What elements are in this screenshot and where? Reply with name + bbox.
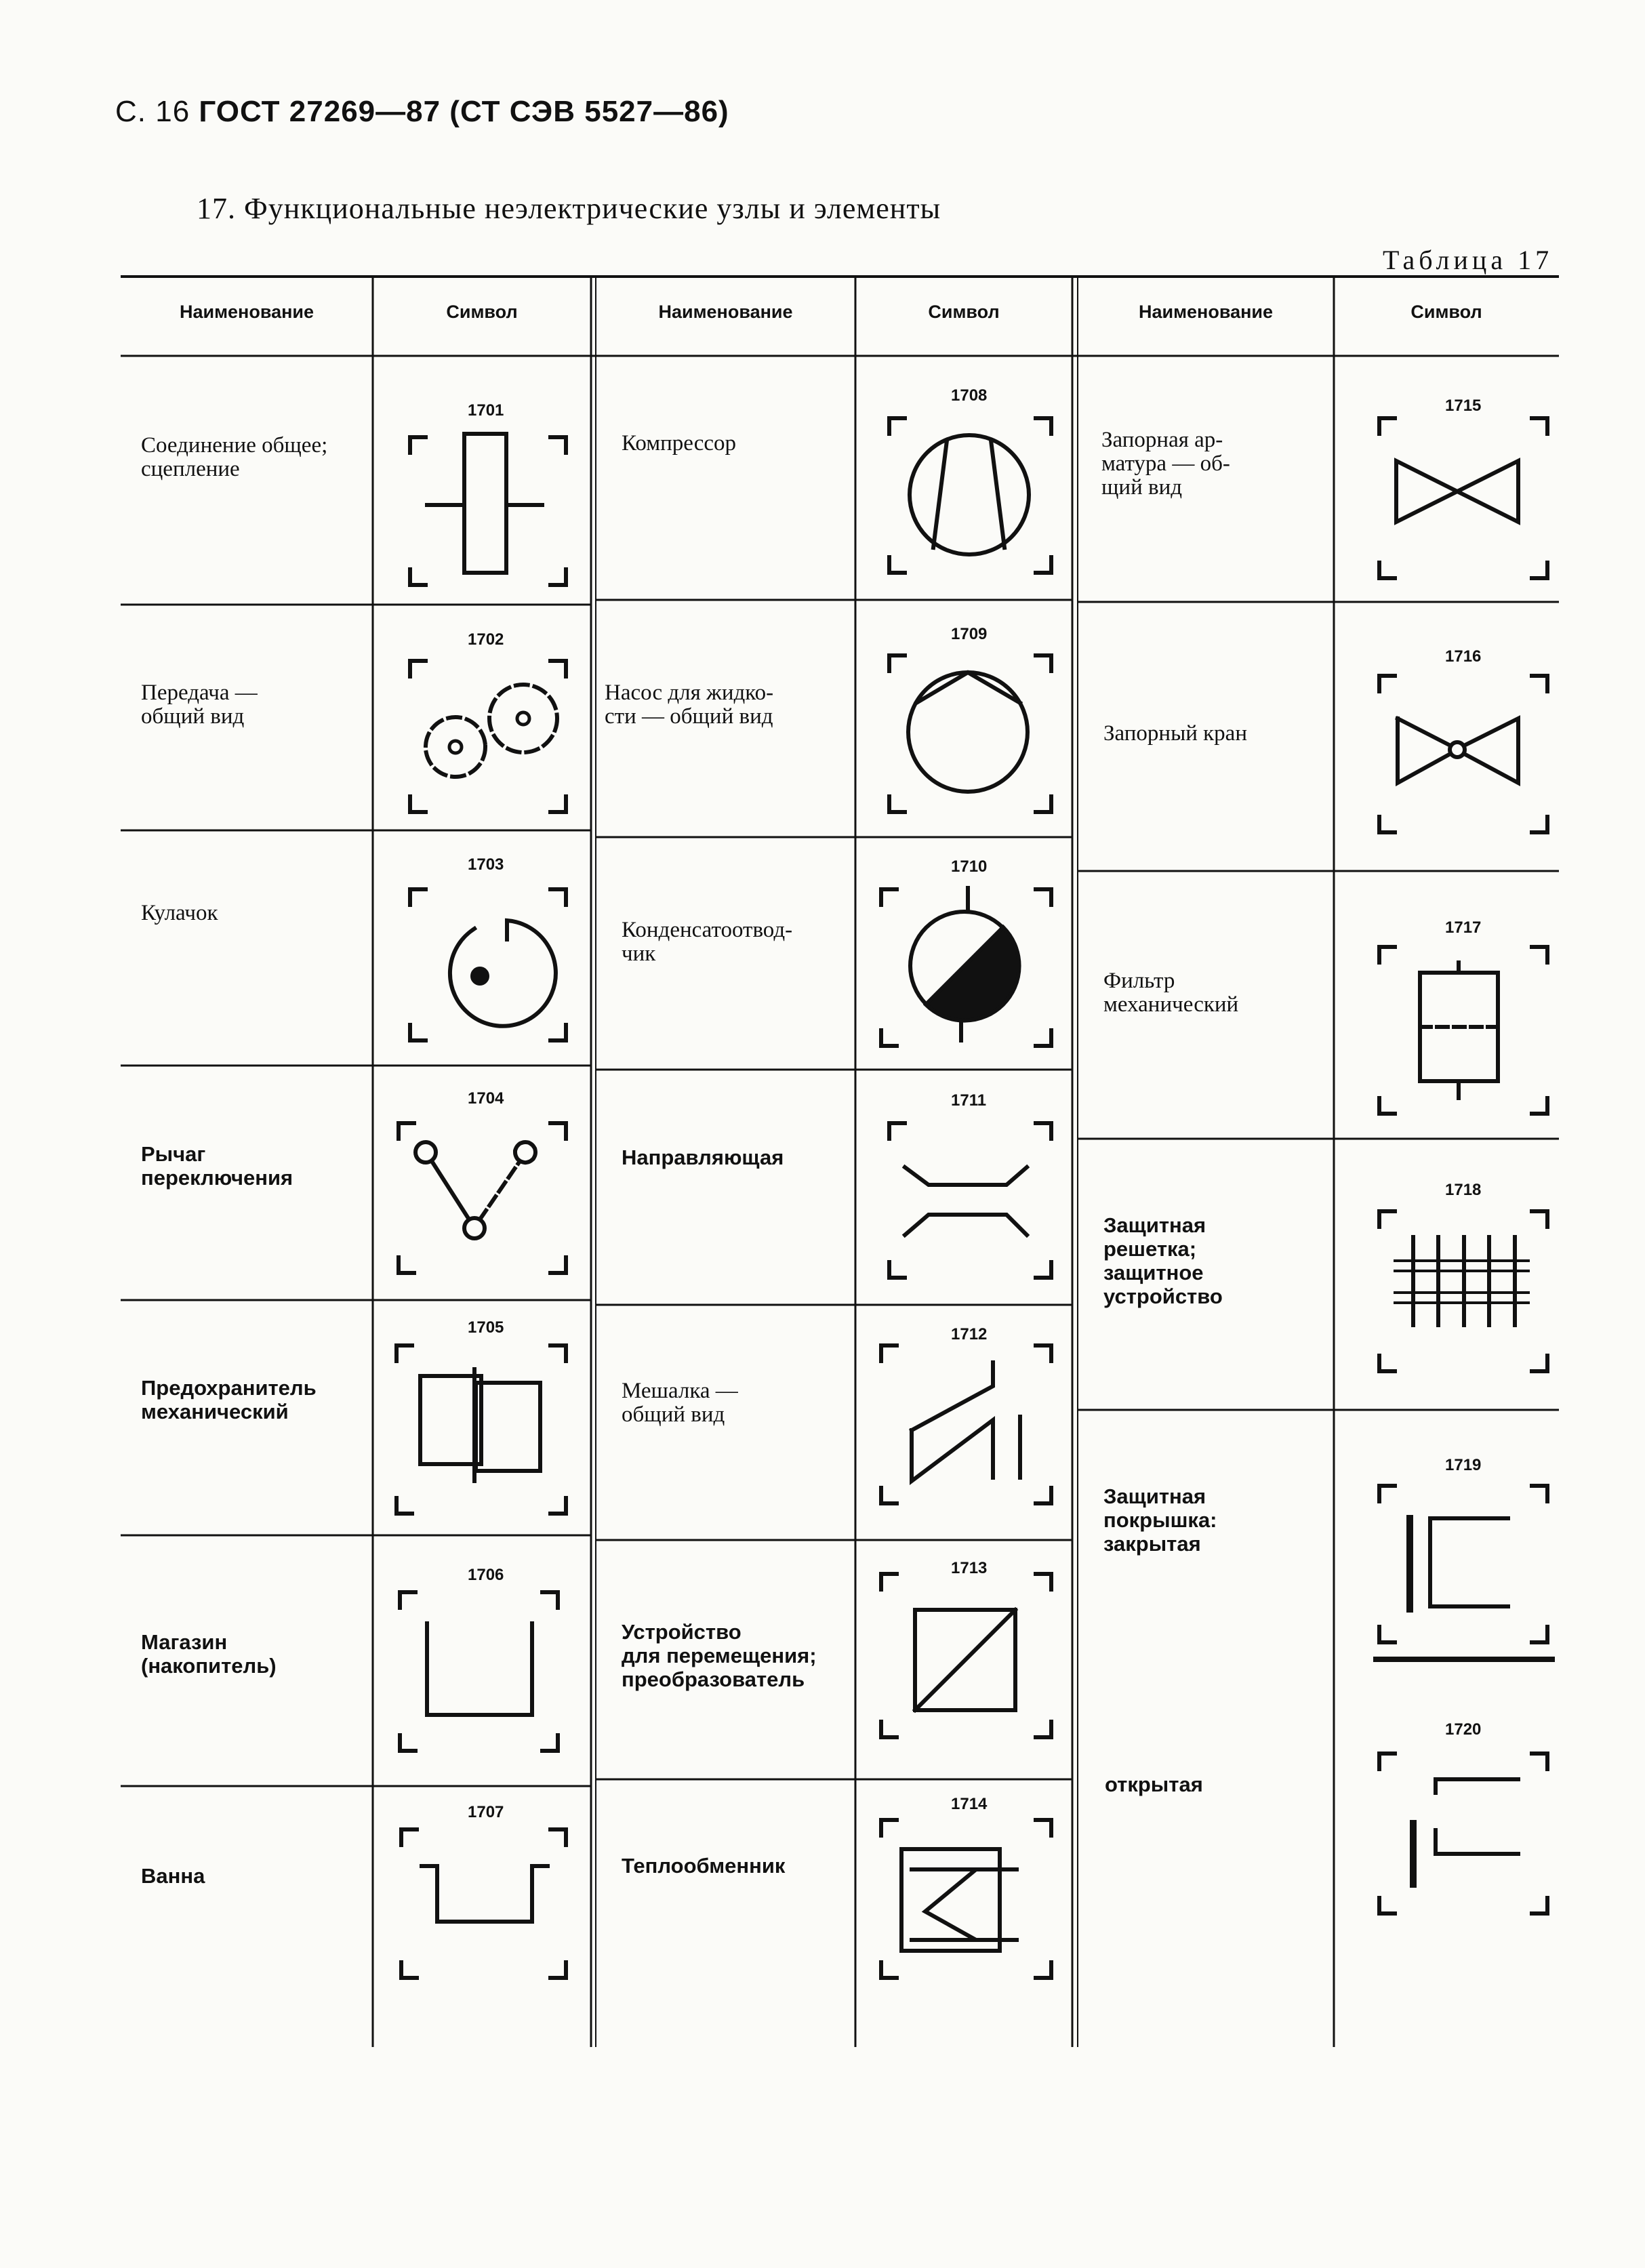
column-header-name-2: Наименование	[658, 302, 793, 322]
symbol-code-1712: 1712	[951, 1325, 988, 1343]
symbol-code-1715: 1715	[1445, 397, 1482, 415]
symbol-code-1708: 1708	[951, 386, 988, 405]
item-name-1713: Устройство для перемещения; преобразователь	[622, 1620, 817, 1691]
item-name-1716: Запорный кран	[1103, 721, 1247, 746]
symbol-code-1711: 1711	[951, 1091, 987, 1110]
item-name-1714: Теплообменник	[622, 1854, 786, 1878]
symbol-code-1706: 1706	[468, 1566, 504, 1584]
heat-exchanger-icon	[881, 1820, 1051, 1978]
symbol-code-1704: 1704	[468, 1089, 504, 1108]
steam-trap-icon	[881, 888, 1051, 1046]
symbol-code-1720: 1720	[1445, 1720, 1482, 1739]
item-name-1708: Компрессор	[622, 431, 737, 455]
coupling-icon	[410, 434, 566, 585]
item-name-1702: Передача — общий вид	[141, 681, 258, 729]
liquid-pump-icon	[889, 655, 1051, 812]
symbol-code-1705: 1705	[468, 1318, 504, 1337]
symbol-code-1707: 1707	[468, 1803, 504, 1821]
symbol-code-1702: 1702	[468, 630, 504, 649]
symbol-code-1710: 1710	[951, 857, 988, 876]
switch-lever-icon	[399, 1123, 566, 1273]
item-name-1717: Фильтр механический	[1103, 969, 1239, 1017]
column-header-name-3: Наименование	[1138, 302, 1274, 322]
item-name-1720: открытая	[1105, 1773, 1203, 1796]
item-name-1709: Насос для жидко- сти — общий вид	[605, 681, 774, 729]
item-name-1710: Конденсатоотвод- чик	[622, 918, 793, 966]
item-name-1707: Ванна	[141, 1864, 205, 1888]
item-name-1705: Предохранитель механический	[141, 1376, 317, 1423]
item-name-1711: Направляющая	[622, 1146, 784, 1169]
item-name-1719: Защитная покрышка: закрытая	[1103, 1484, 1217, 1556]
symbol-code-1703: 1703	[468, 855, 504, 874]
guide-icon	[889, 1123, 1051, 1278]
symbol-code-1717: 1717	[1445, 918, 1482, 937]
mechanical-fuse-icon	[397, 1345, 566, 1514]
table-label: Таблица 17	[1383, 245, 1553, 275]
protective-grid-icon	[1379, 1211, 1547, 1371]
item-name-1715: Запорная ар- матура — об- щий вид	[1101, 428, 1230, 500]
symbol-code-1714: 1714	[951, 1795, 988, 1813]
section-title: 17. Функциональные неэлектрические узлы и элементы	[197, 192, 941, 225]
symbol-code-1716: 1716	[1445, 647, 1482, 666]
symbol-code-1709: 1709	[951, 625, 988, 643]
item-name-1718: Защитная решетка; защитное устройство	[1103, 1213, 1223, 1308]
column-header-symbol-2: Символ	[928, 302, 1000, 322]
cam-icon	[410, 889, 566, 1040]
standard-title: ГОСТ 27269—87 (СТ СЭВ 5527—86)	[199, 95, 729, 128]
symbol-code-1713: 1713	[951, 1559, 988, 1577]
item-name-1706: Магазин (накопитель)	[141, 1630, 277, 1678]
converter-icon	[881, 1574, 1051, 1737]
magazine-icon	[400, 1592, 558, 1751]
compressor-icon	[889, 418, 1051, 573]
mixer-icon	[881, 1345, 1051, 1503]
column-header-name-1: Наименование	[179, 302, 314, 322]
page-number: С. 16	[115, 95, 190, 128]
symbol-code-1718: 1718	[1445, 1181, 1482, 1199]
mechanical-filter-icon	[1379, 947, 1547, 1114]
gear-transmission-icon	[410, 661, 566, 812]
item-name-1704: Рычаг переключения	[141, 1142, 293, 1190]
symbol-code-1701: 1701	[468, 401, 504, 420]
column-header-symbol-1: Символ	[446, 302, 518, 322]
item-name-1703: Кулачок	[141, 901, 218, 925]
shutoff-valve-icon	[1379, 418, 1547, 578]
shutoff-cock-icon	[1379, 676, 1547, 832]
bath-icon	[401, 1829, 566, 1978]
item-name-1701: Соединение общее; сцепление	[141, 433, 328, 481]
column-header-symbol-3: Символ	[1410, 302, 1482, 322]
open-cover-icon	[1379, 1754, 1547, 1913]
closed-cover-icon	[1376, 1486, 1552, 1659]
symbol-code-1719: 1719	[1445, 1456, 1482, 1474]
item-name-1712: Мешалка — общий вид	[622, 1379, 738, 1427]
